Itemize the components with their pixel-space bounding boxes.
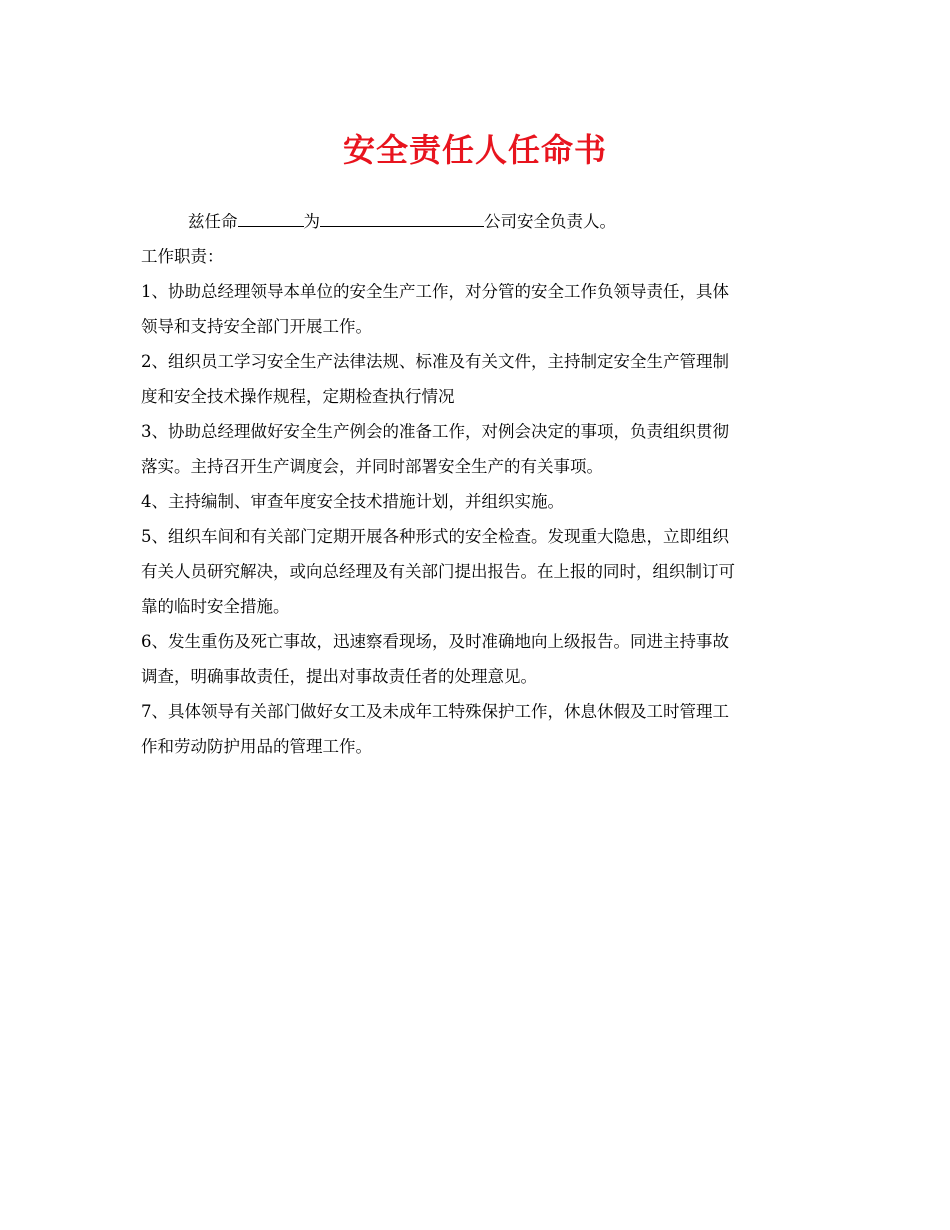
duty-item-3 xyxy=(141,414,811,484)
duty-line: 作和劳动防护用品的管理工作。 xyxy=(141,737,372,756)
duty-line: 3、协助总经理做好安全生产例会的准备工作，对例会决定的事项，负责组织贯彻 xyxy=(141,422,729,441)
duty-item-4 xyxy=(141,484,811,519)
company-name-blank xyxy=(320,206,484,227)
duty-item-7 xyxy=(141,694,811,764)
appointee-name-blank xyxy=(238,206,304,227)
duty-line: 2、组织员工学习安全生产法律法规、标准及有关文件，主持制定安全生产管理制 xyxy=(141,352,729,371)
duty-line: 7、具体领导有关部门做好女工及未成年工特殊保护工作，休息休假及工时管理工 xyxy=(141,702,729,721)
duty-line: 度和安全技术操作规程，定期检查执行情况 xyxy=(141,387,455,406)
duties-heading: 工作职责： xyxy=(141,247,224,266)
appointment-line xyxy=(141,204,811,239)
document-title: 安全责任人任命书 xyxy=(342,131,607,169)
duty-line: 领导和支持安全部门开展工作。 xyxy=(141,317,372,336)
duty-line: 4、主持编制、审查年度安全技术措施计划，并组织实施。 xyxy=(141,492,564,511)
duty-item-1 xyxy=(141,274,811,344)
duty-line: 6、发生重伤及死亡事故，迅速察看现场，及时准确地向上级报告。同进主持事故 xyxy=(141,632,729,651)
duty-line: 靠的临时安全措施。 xyxy=(141,597,290,616)
appointment-prefix: 兹任命 xyxy=(188,212,238,231)
document-body xyxy=(141,204,811,764)
duty-line: 调查，明确事故责任，提出对事故责任者的处理意见。 xyxy=(141,667,537,686)
appointment-middle: 为 xyxy=(303,212,320,231)
duty-item-5 xyxy=(141,519,811,624)
duty-item-2 xyxy=(141,344,811,414)
duty-item-6 xyxy=(141,624,811,694)
duty-line: 有关人员研究解决，或向总经理及有关部门提出报告。在上报的同时，组织制订可 xyxy=(141,562,735,581)
duty-line: 1、协助总经理领导本单位的安全生产工作，对分管的安全工作负领导责任，具体 xyxy=(141,282,729,301)
appointment-suffix: 公司安全负责人。 xyxy=(484,212,616,231)
duty-line: 落实。主持召开生产调度会，并同时部署安全生产的有关事项。 xyxy=(141,457,603,476)
duty-line: 5、组织车间和有关部门定期开展各种形式的安全检查。发现重大隐患，立即组织 xyxy=(141,527,729,546)
